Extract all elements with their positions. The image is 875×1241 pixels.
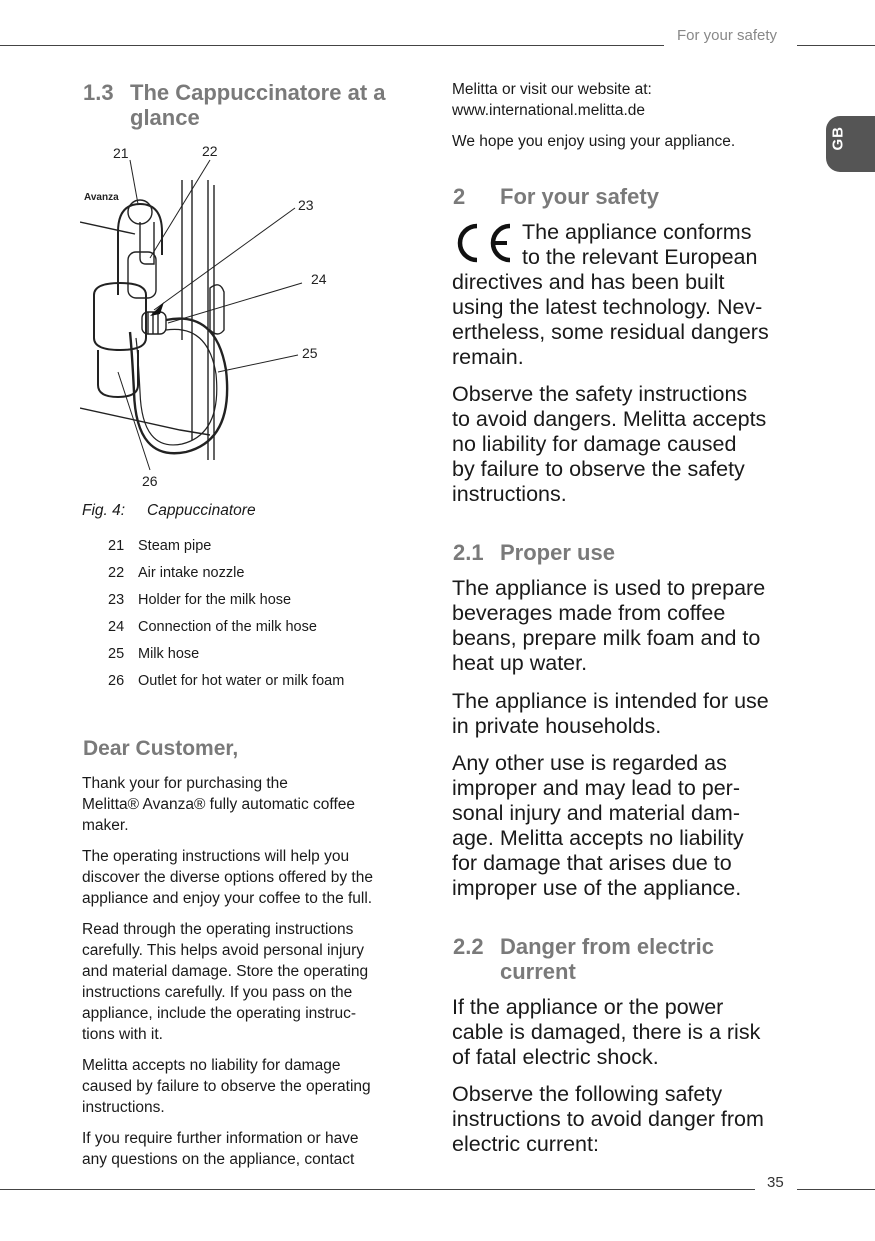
brand-label: Avanza	[84, 192, 119, 203]
legend-number: 25	[108, 646, 125, 662]
section-2-1-heading	[453, 540, 793, 566]
text-line: discover the diverse options offered by the	[82, 869, 373, 886]
text-line: of fatal electric shock.	[452, 1045, 659, 1069]
text-line: The appliance is used to prepare	[452, 576, 766, 600]
section-title: Proper use	[500, 540, 615, 565]
header-rule-left	[0, 45, 664, 46]
text-line: to avoid dangers. Melitta accepts	[452, 407, 767, 431]
running-header: For your safety	[677, 27, 778, 44]
text-line: beverages made from coffee	[452, 601, 726, 625]
text-line: We hope you enjoy using your appliance.	[452, 133, 736, 150]
air-intake-nozzle	[140, 222, 154, 264]
text-line: directives and has been built	[452, 270, 725, 294]
text-line: Thank your for purchasing the	[82, 775, 288, 792]
text-line: improper use of the appliance.	[452, 876, 742, 900]
text-line: Melitta® Avanza® fully automatic coffee	[82, 796, 355, 813]
section-title-line2: glance	[130, 105, 200, 130]
text-line: in private households.	[452, 714, 662, 738]
footer-rule-left	[0, 1189, 755, 1190]
cappuccinatore-body	[94, 283, 146, 350]
leader-22	[150, 160, 210, 258]
leader-24	[168, 283, 302, 323]
section-2-2-heading	[453, 934, 793, 986]
callout-25: 25	[302, 345, 318, 361]
holder-block	[128, 252, 156, 298]
milk-hose-inner	[136, 329, 217, 445]
text-line: cable is damaged, there is a risk	[452, 1020, 761, 1044]
footer-rule-right	[797, 1189, 875, 1190]
header-rule-right	[797, 45, 875, 46]
legend-number: 21	[108, 538, 125, 554]
ce-mark-icon	[452, 220, 516, 266]
text-line: to the relevant European	[522, 245, 758, 269]
leader-21	[130, 160, 138, 204]
text-line: ertheless, some residual dangers	[452, 320, 769, 344]
milk-hose-outer	[130, 319, 227, 454]
text-line: If the appliance or the power	[452, 995, 724, 1019]
section-title: For your safety	[500, 184, 659, 209]
legend-text: Holder for the milk hose	[138, 592, 292, 608]
section-1-3-heading	[83, 80, 423, 132]
text-line: The appliance is intended for use	[452, 689, 769, 713]
dear-customer-heading: Dear Customer,	[83, 737, 239, 760]
text-line: Observe the following safety	[452, 1082, 723, 1106]
section-title-line1: The Cappuccinatore at a	[130, 80, 386, 105]
section-number: 1.3	[83, 80, 114, 105]
legend-number: 23	[108, 592, 125, 608]
legend-text: Air intake nozzle	[138, 565, 245, 581]
section-number: 2.2	[453, 934, 484, 959]
text-line: Melitta accepts no liability for damage	[82, 1057, 341, 1074]
text-line: tions with it.	[82, 1026, 163, 1043]
legend-number: 26	[108, 673, 125, 689]
text-line: no liability for damage caused	[452, 432, 737, 456]
text-line: heat up water.	[452, 651, 588, 675]
text-line: electric current:	[452, 1132, 599, 1156]
figure-caption-title: Cappuccinatore	[147, 502, 256, 519]
text-line: instructions carefully. If you pass on the	[82, 984, 353, 1001]
cappuccinatore-illustration	[80, 140, 425, 495]
callout-22: 22	[202, 143, 218, 159]
legend-text: Steam pipe	[138, 538, 212, 554]
callout-23: 23	[298, 197, 314, 213]
language-tab	[826, 116, 875, 172]
text-line: Any other use is regarded as	[452, 751, 727, 775]
legend-number: 22	[108, 565, 125, 581]
text-line: Read through the operating instructions	[82, 921, 354, 938]
figure-caption-label: Fig. 4:	[82, 502, 126, 519]
arrow-23	[150, 302, 164, 316]
text-line: Observe the safety instructions	[452, 382, 748, 406]
text-line: by failure to observe the safety	[452, 457, 745, 481]
text-line: The operating instructions will help you	[82, 848, 350, 865]
text-line: caused by failure to observe the operating	[82, 1078, 371, 1095]
page-number: 35	[767, 1174, 784, 1191]
leader-25	[218, 355, 298, 372]
text-line: remain.	[452, 345, 524, 369]
section-title-line1: Danger from electric	[500, 934, 714, 959]
legend-text: Milk hose	[138, 646, 200, 662]
language-tab-label: GB	[829, 126, 847, 151]
cappuccinatore-figure	[80, 140, 425, 495]
machine-body-edge	[80, 222, 135, 234]
text-line: improper and may lead to per-	[452, 776, 741, 800]
text-line: instructions to avoid danger from	[452, 1107, 764, 1131]
text-line: any questions on the appliance, contact	[82, 1151, 355, 1168]
text-line: appliance, include the operating instruc-	[82, 1005, 357, 1022]
text-line: carefully. This helps avoid personal injury	[82, 942, 365, 959]
section-2-heading	[453, 184, 793, 210]
text-line: and material damage. Store the operating	[82, 963, 369, 980]
text-line: sonal injury and material dam-	[452, 801, 740, 825]
text-line: appliance and enjoy your coffee to the full.	[82, 890, 373, 907]
callout-21: 21	[113, 145, 129, 161]
callout-24: 24	[311, 271, 327, 287]
text-line: The appliance conforms	[522, 220, 752, 244]
figure-caption	[82, 502, 256, 520]
text-line: instructions.	[452, 482, 567, 506]
text-line: using the latest technology. Nev-	[452, 295, 763, 319]
legend-number: 24	[108, 619, 125, 635]
callout-26: 26	[142, 473, 158, 489]
text-line: maker.	[82, 817, 129, 834]
legend-text: Connection of the milk hose	[138, 619, 317, 635]
section-number: 2	[453, 184, 466, 209]
text-line: Melitta or visit our website at:	[452, 81, 652, 98]
text-line: age. Melitta accepts no liability	[452, 826, 744, 850]
text-line: beans, prepare milk foam and to	[452, 626, 761, 650]
text-line: instructions.	[82, 1099, 165, 1116]
legend-text: Outlet for hot water or milk foam	[138, 673, 345, 689]
website-link: www.international.melitta.de	[452, 102, 645, 119]
section-number: 2.1	[453, 540, 484, 565]
section-title-line2: current	[500, 959, 576, 984]
text-line: for damage that arises due to	[452, 851, 732, 875]
text-line: If you require further information or have	[82, 1130, 359, 1147]
